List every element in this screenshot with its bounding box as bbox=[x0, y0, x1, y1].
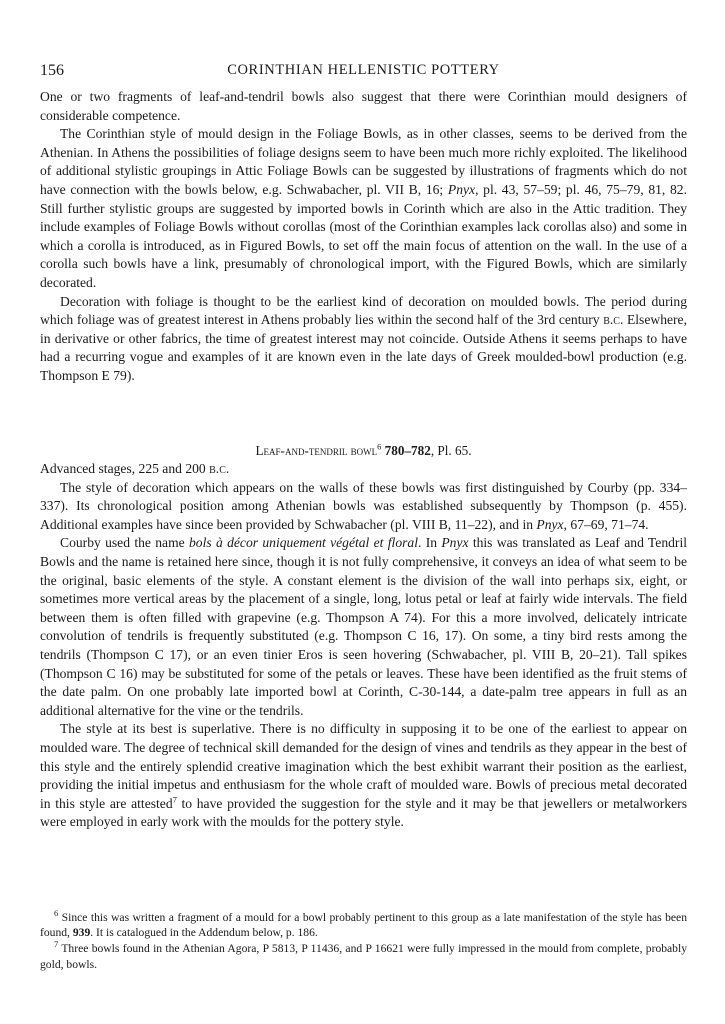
section-stages: Advanced stages, 225 and 200 b.c. bbox=[40, 461, 230, 477]
footnote-ref-6: 6 bbox=[377, 441, 382, 452]
pnyx-citation: Pnyx bbox=[447, 181, 476, 197]
footnotes bbox=[40, 910, 687, 973]
page-number: 156 bbox=[40, 62, 64, 79]
intro-paragraph-3: Decoration with foliage is thought to be the earliest kind of decoration on moulded bowls. The period during which foliage was of greatest interest in Athens probably lies within the second half of the 3rd century b.c. Elsewhere, in derivative or other fabrics, the time of greatest interest may not coincide. Outside Athens it seems perhaps to have had a recurring vogue and examples of it are known even in the late days of Greek moulded-bowl production (e.g. Thompson E 79). bbox=[40, 293, 687, 383]
section-paragraph-1: The style of decoration which appears on the walls of these bowls was first distinguished by Courby (pp. 334–337). Its chronological position among Athenian bowls was established subsequently by Thompson (p. 455). Additional examples have since been provided by Schwabacher (pl. VIII B, 11–22), and in Pnyx, 67–69, 71–74. bbox=[40, 479, 687, 532]
page-header bbox=[40, 62, 687, 82]
section-paragraph-3: The style at its best is superlative. There is no difficulty in supposing it to be one of the earliest to appear on moulded ware. The degree of technical skill demanded for the design of vines and tendrils as they appear in the best of this style and the entirely splendid creative imagination which the best exhibit warrant their position as the earliest, providing the initial impetus and enthusiasm for the whole craft of moulded ware. Bowls of precious metal decorated in this style are attested$^7$ to have provided the suggestion for the style and it may be that jewellers or metalworkers were employed in early work with the moulds for the pottery style. bbox=[40, 721, 687, 830]
french-term: bols à décor uniquement végétal et floral bbox=[189, 535, 418, 551]
footnote-ref-7: 7 bbox=[172, 794, 177, 805]
running-title: CORINTHIAN HELLENISTIC POTTERY bbox=[227, 62, 500, 78]
body-text bbox=[40, 88, 687, 832]
footnote-6: $^6$ Since this was written a fragment of a mould for a bowl probably pertinent to this group as a late manifestation of the style has been found, 939. It is catalogued in the Addendum below, p. 186. bbox=[40, 908, 687, 940]
section-heading: Leaf-and-tendril bowl$^6$ 780–782, Pl. 65. bbox=[255, 441, 472, 458]
intro-paragraph-2: The Corinthian style of mould design in the Foliage Bowls, as in other classes, seems to be derived from the Athenian. In Athens the possibilities of foliage designs seem to have been much more richly exploited. The likelihood of additional stylistic groupings in Attic Foliage Bowls can be suggested by illustrations of fragments which do not have connection with the bowls below, e.g. Schwabacher, pl. VII B, 16; Pnyx, pl. 43, 57–59; pl. 46, 75–79, 81, 82. Still further stylistic groups are suggested by imported bowls in Corinth which are also in the Attic tradition. They include examples of Foliage Bowls without corollas (most of the Corinthian examples lack corollas also) and some in which a corolla is introduced, as in Figured Bowls, to set off the main focus of attention on the wall. In the use of a corolla such bowls have a link, presumably of chronological import, with the Figured Bowls, which are similarly decorated. bbox=[40, 126, 687, 290]
intro-paragraph-1: One or two fragments of leaf-and-tendril bowls also suggest that there were Corinthian mould designers of considerable competence. bbox=[40, 89, 687, 123]
catalogue-numbers: 780–782 bbox=[384, 442, 431, 458]
footnote-7: $^7$ Three bowls found in the Athenian Agora, P 5813, P 11436, and P 16621 were fully impressed in the mould from complete, probably gold, bowls. bbox=[40, 939, 687, 971]
section-paragraph-2: Courby used the name bols à décor uniquement végétal et floral. In Pnyx this was translated as Leaf and Tendril Bowls and the name is retained here since, though it is not fully comprehensive, it conveys an idea of what seem to be the original, basic elements of the style. A constant element is the division of the wall into perhaps six, eight, or sometimes more vertical areas by the placement of a single, long, lotus petal or leaf at fairly wide intervals. The field between them is often filled with grapevine (e.g. Thompson A 74). For this a more involved, delicately intricate convolution of tendrils is frequently substituted (e.g. Thompson C 16, 17). On some, a tiny bird rests among the tendrils (Thompson C 17), or an even tinier Eros is seen hovering (Schwabacher, pl. VIII B, 20–21). Tall spikes (Thompson C 16) may be substituted for some of the petals or leaves. These have been identified as the fruit stems of the date palm. On one probably late imported bowl at Corinth, C-30-144, a date-palm tree appears in full as an additional alternative for the vine or the tendrils. bbox=[40, 535, 687, 718]
